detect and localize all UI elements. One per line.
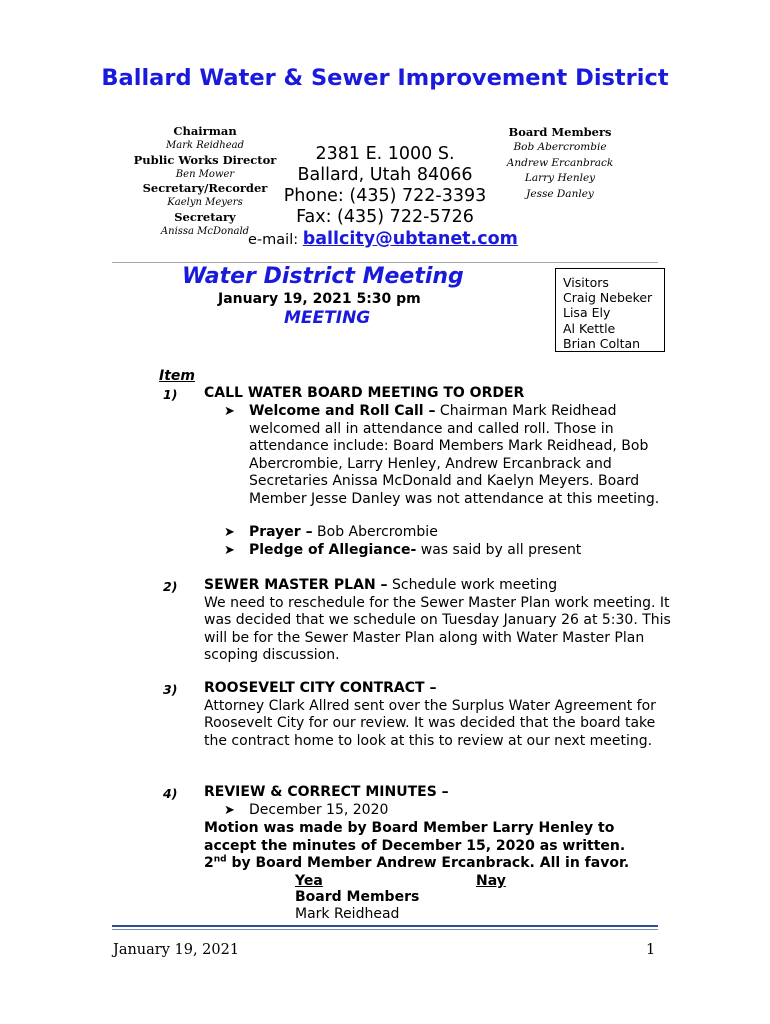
item-body — [204, 577, 674, 665]
address-line-1: 2381 E. 1000 S. — [315, 144, 455, 164]
motion-line: accept the minutes of December 15, 2020 as written. — [204, 837, 626, 854]
item-title-text: REVIEW & CORRECT MINUTES – — [204, 784, 449, 800]
role-chairman: Chairman — [173, 124, 237, 138]
list-item — [249, 524, 669, 542]
visitor-name: Brian Coltan — [563, 335, 641, 351]
board-member: Andrew Ercanbrack — [506, 156, 614, 169]
list-item: December 15, 2020 — [249, 802, 389, 818]
vote-member-name: Mark Reidhead — [295, 906, 400, 922]
board-member: Bob Abercrombie — [513, 141, 607, 153]
footer-divider — [112, 925, 658, 927]
email-row — [248, 228, 518, 251]
visitor-name: Al Kettle — [563, 320, 616, 336]
item-number: 3) — [163, 682, 178, 697]
meeting-date: January 19, 2021 5:30 pm — [218, 291, 421, 307]
item-title — [204, 385, 674, 403]
arrowhead-bullet-icon: ➤ — [224, 525, 235, 540]
board-member: Larry Henley — [524, 172, 596, 184]
bullet-text: Chairman Mark Reidhead welcomed all in attendance and called roll. Those in attendance include: Board Members Mark Reidhead, Bob Abercrombie, Larry Henley, Andrew Ercanbrack and Secretaries Anissa McDonald and Kaelyn Meyers. Board Member Jesse Danley was not attendance at this meeting. — [249, 403, 660, 507]
arrowhead-bullet-icon: ➤ — [224, 803, 235, 818]
name-public-works-director: Ben Mower — [175, 168, 235, 180]
item-body — [204, 680, 674, 750]
fax-number: Fax: (435) 722-5726 — [296, 207, 474, 227]
address-block — [270, 144, 500, 228]
role-secretary: Secretary — [174, 209, 236, 224]
arrowhead-bullet-icon: ➤ — [224, 404, 235, 419]
item-number: 4) — [163, 786, 178, 801]
bullet-text: Bob Abercrombie — [312, 524, 438, 540]
motion-text — [204, 820, 674, 873]
officers-list — [120, 124, 290, 238]
vote-board-heading: Board Members — [295, 889, 420, 905]
motion-line: Motion was made by Board Member Larry Henley to — [204, 820, 615, 836]
meeting-label: MEETING — [284, 308, 371, 328]
item-title-suffix: Schedule work meeting — [387, 577, 558, 593]
name-secretary: Anissa McDonald — [160, 225, 250, 237]
item-body-text: We need to reschedule for the Sewer Master Plan work meeting. It was decided that we schedule on Tuesday January 26 at 5:30. This will be for the Sewer Master Plan along with Water Master Plan scoping discussion. — [204, 594, 671, 664]
document-title: Ballard Water & Sewer Improvement District — [101, 65, 669, 91]
board-members-list — [490, 124, 630, 202]
item-title-text: SEWER MASTER PLAN – — [204, 577, 388, 593]
footer-divider-thin — [112, 929, 658, 930]
bullet-bold-text: Welcome and Roll Call – — [249, 403, 436, 419]
visitors-box — [555, 268, 665, 352]
meeting-title: Water District Meeting — [182, 264, 464, 289]
list-item — [249, 403, 669, 509]
address-line-2: Ballard, Utah 84066 — [297, 165, 473, 185]
item-body-text: Attorney Clark Allred sent over the Surplus Water Agreement for Roosevelt City for our review. It was decided that the board take the contract home to look at this to review at our next meeting. — [204, 697, 656, 749]
bullet-bold-text: Pledge of Allegiance- — [249, 542, 417, 558]
board-members-heading: Board Members — [508, 125, 612, 139]
item-heading: Item — [159, 368, 195, 384]
motion-line: 2nd by Board Member Andrew Ercanbrack. All in favor. — [204, 854, 630, 872]
page-number: 1 — [646, 942, 656, 958]
role-public-works-director: Public Works Director — [133, 152, 277, 167]
arrowhead-bullet-icon: ➤ — [224, 543, 235, 558]
item-number: 2) — [163, 579, 178, 594]
item-title-text: CALL WATER BOARD MEETING TO ORDER — [204, 385, 525, 401]
footer-date: January 19, 2021 — [113, 942, 240, 958]
item-title-text: ROOSEVELT CITY CONTRACT – — [204, 680, 437, 696]
role-secretary-recorder: Secretary/Recorder — [142, 181, 268, 195]
name-chairman: Mark Reidhead — [166, 140, 244, 151]
bullet-text: was said by all present — [416, 542, 582, 558]
bullet-bold-text: Prayer – — [249, 524, 313, 540]
email-label: e-mail: — [248, 232, 299, 248]
visitors-heading: Visitors — [563, 275, 609, 290]
board-member: Jesse Danley — [526, 187, 594, 200]
visitor-name: Craig Nebeker — [563, 290, 653, 306]
list-item — [249, 542, 669, 560]
visitor-name: Lisa Ely — [563, 305, 611, 321]
email-link[interactable]: ballcity@ubtanet.com — [302, 229, 518, 249]
phone-number: Phone: (435) 722-3393 — [283, 186, 487, 206]
item-number: 1) — [163, 387, 178, 402]
vote-yea-heading: Yea — [295, 873, 323, 889]
name-secretary-recorder: Kaelyn Meyers — [167, 197, 243, 208]
vote-nay-heading: Nay — [476, 873, 506, 889]
item-title — [204, 784, 674, 802]
